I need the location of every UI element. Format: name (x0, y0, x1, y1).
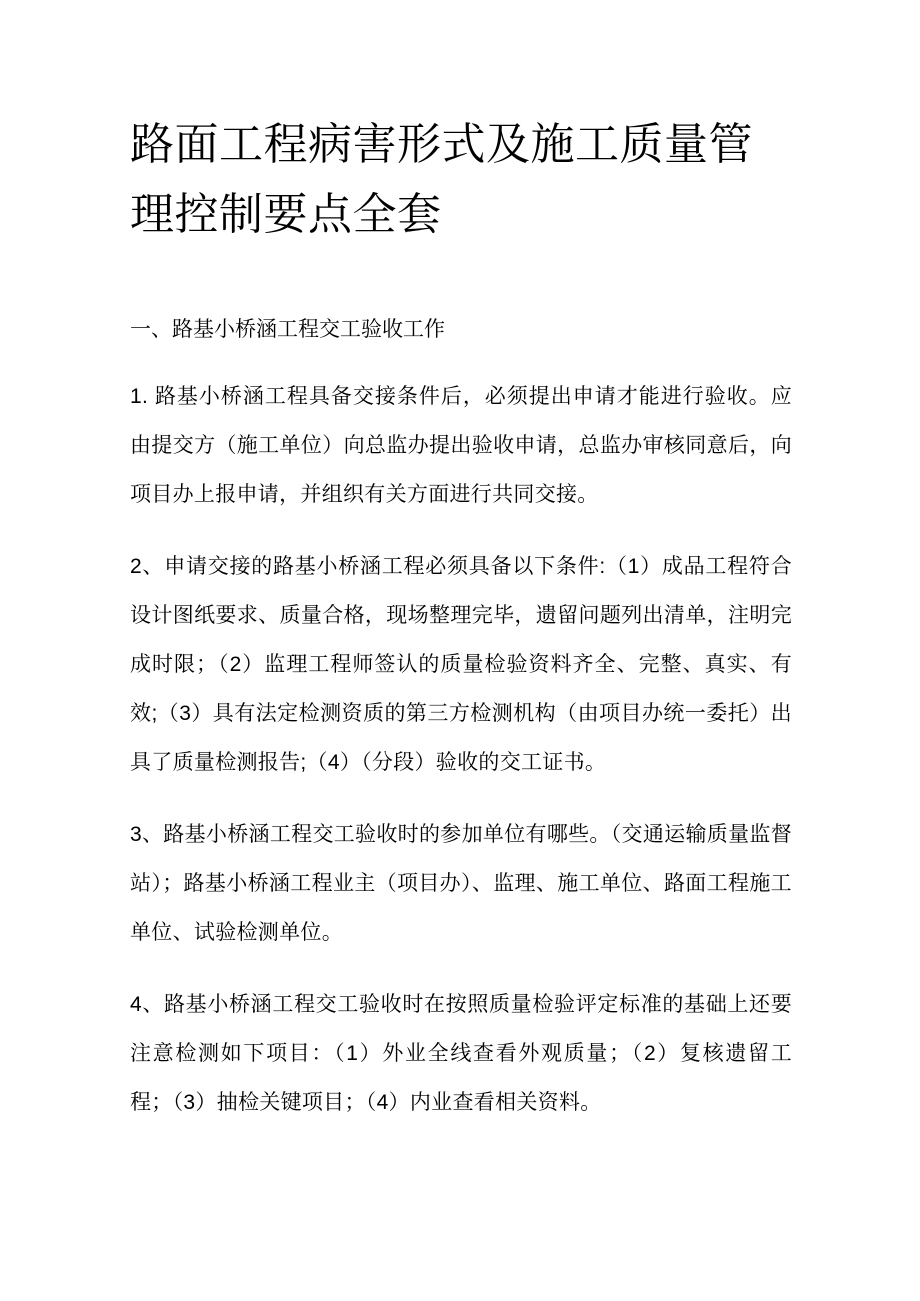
document-title: 路面工程病害形式及施工质量管理控制要点全套 (130, 120, 753, 239)
paragraph-4: 4、路基小桥涵工程交工验收时在按照质量检验评定标准的基础上还要注意检测如下项目：（1）外业全线查看外观质量；（2）复核遗留工程；（3）抽检关键项目；（4）内业查看相关资料。 (130, 993, 792, 1114)
paragraph-2: 2、申请交接的路基小桥涵工程必须具备以下条件:（1）成品工程符合设计图纸要求、质量合格，现场整理完毕，遗留问题列出清单，注明完成时限；（2）监理工程师签认的质量检验资料齐全、完整、真实、有效;（3）具有法定检测资质的第三方检测机构（由项目办统一委托）出具了质量检测报告;（4）（分段）验收的交工证书。 (130, 555, 792, 774)
paragraph-1: 1. 路基小桥涵工程具备交接条件后，必须提出申请才能进行验收。应由提交方（施工单位）向总监办提出验收申请，总监办审核同意后，向项目办上报申请，并组织有关方面进行共同交接。 (130, 385, 792, 506)
section-heading: 一、路基小桥涵工程交工验收工作 (130, 318, 445, 341)
paragraph-3: 3、路基小桥涵工程交工验收时的参加单位有哪些。（交通运输质量监督站）；路基小桥涵工程业主（项目办）、监理、施工单位、路面工程施工单位、试验检测单位。 (130, 823, 792, 944)
